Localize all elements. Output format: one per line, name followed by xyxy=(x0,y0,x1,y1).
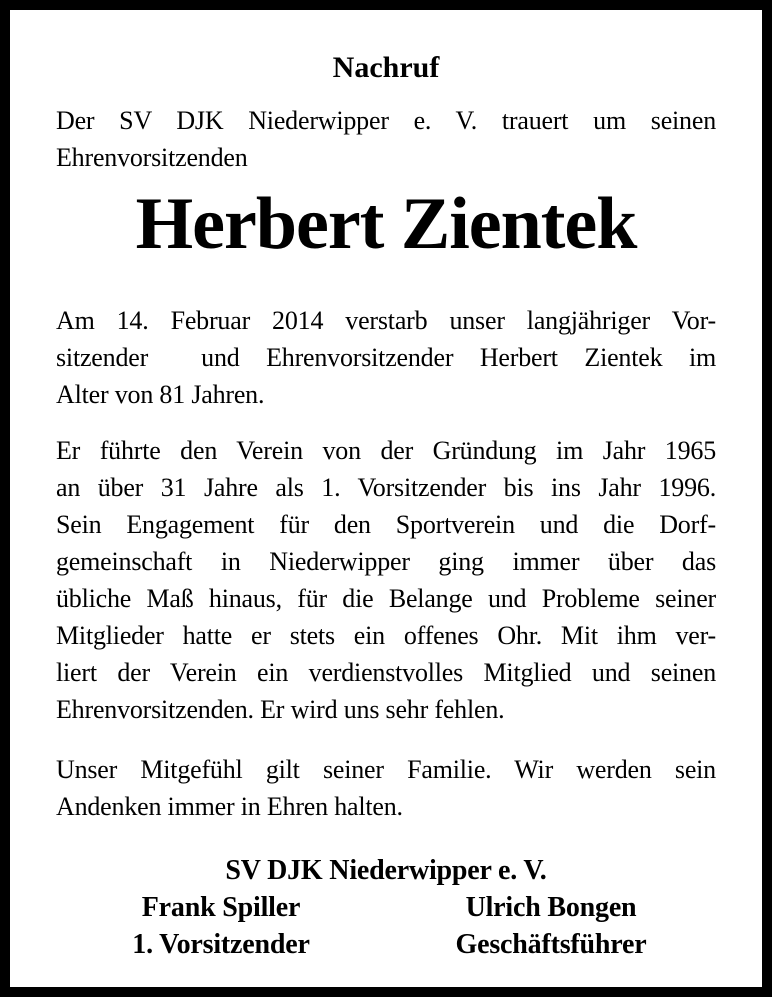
intro-line: Ehrenvorsitzenden xyxy=(56,143,248,172)
life-paragraph-line: liert der Verein ein verdienstvolles Mitglied und seinen xyxy=(56,658,716,687)
signature-names-row xyxy=(56,889,716,926)
signatory-right-name: Ulrich Bongen xyxy=(465,892,637,923)
signatory-left-role: 1. Vorsitzender xyxy=(132,929,310,960)
life-paragraph-line: gemeinschaft in Niederwipper ging immer über das xyxy=(56,547,716,576)
condolence-paragraph xyxy=(56,751,716,825)
death-paragraph-line: Alter von 81 Jahren. xyxy=(56,380,265,409)
death-paragraph xyxy=(56,302,716,413)
signatory-right-role: Geschäftsführer xyxy=(455,929,647,960)
intro-line: Der SV DJK Niederwipper e. V. trauert um seinen xyxy=(56,106,716,135)
life-paragraph-line: Mitglieder hatte er stets ein offenes Ohr. Mit ihm ver- xyxy=(56,621,716,650)
life-paragraph xyxy=(56,432,716,728)
deceased-name: Herbert Zientek xyxy=(135,183,637,265)
life-paragraph-line: an über 31 Jahre als 1. Vorsitzender bis ins Jahr 1996. xyxy=(56,473,716,502)
obituary-notice xyxy=(10,10,762,963)
signature-roles-row xyxy=(56,926,716,963)
signature-block xyxy=(56,852,716,963)
life-paragraph-line: Ehrenvorsitzenden. Er wird uns sehr fehlen. xyxy=(56,695,505,724)
life-paragraph-line: übliche Maß hinaus, für die Belange und Probleme seiner xyxy=(56,584,716,613)
condolence-paragraph-line: Unser Mitgefühl gilt seiner Familie. Wir werden sein xyxy=(56,755,716,784)
death-paragraph-line: Am 14. Februar 2014 verstarb unser langjähriger Vor- xyxy=(56,306,716,335)
signatory-left-name: Frank Spiller xyxy=(141,892,301,923)
death-paragraph-line: sitzender und Ehrenvorsitzender Herbert Zientek im xyxy=(56,343,716,372)
notice-heading: Nachruf xyxy=(332,51,440,84)
life-paragraph-line: Er führte den Verein von der Gründung im Jahr 1965 xyxy=(56,436,716,465)
life-paragraph-line: Sein Engagement für den Sportverein und die Dorf- xyxy=(56,510,716,539)
condolence-paragraph-line: Andenken immer in Ehren halten. xyxy=(56,792,403,821)
intro-paragraph xyxy=(56,102,716,176)
signature-organization: SV DJK Niederwipper e. V. xyxy=(225,855,547,886)
